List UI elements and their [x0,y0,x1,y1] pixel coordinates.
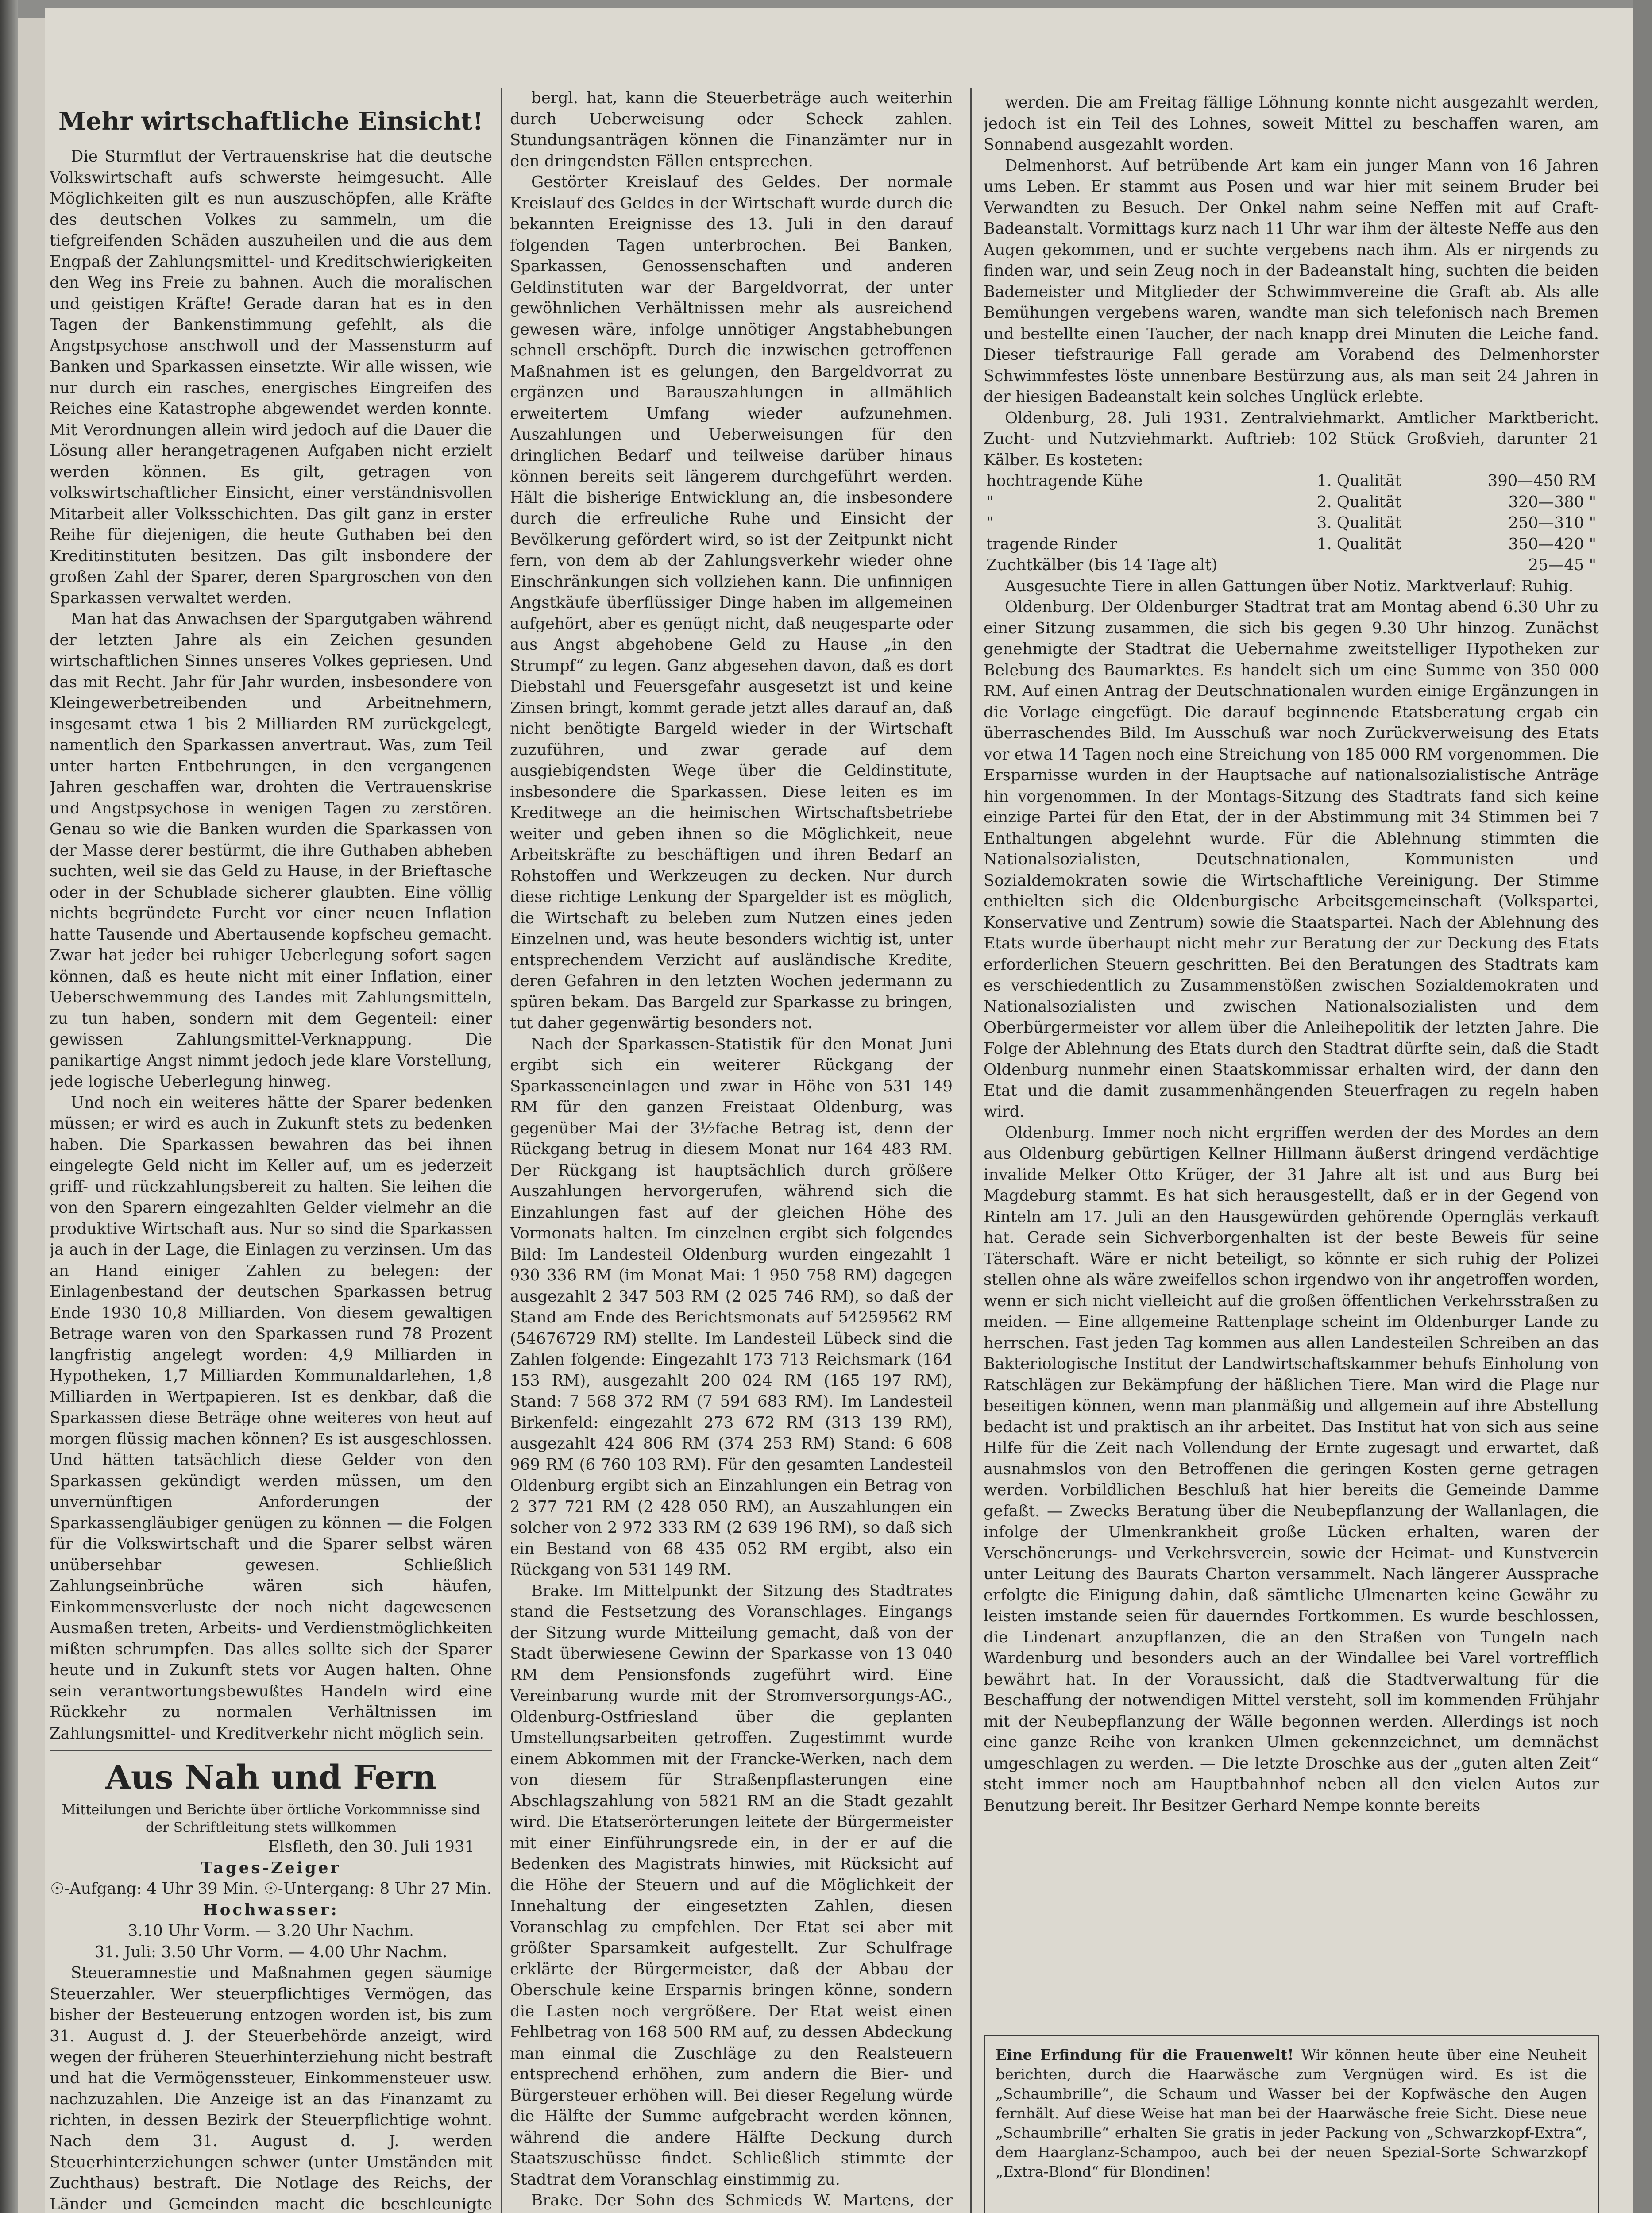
high-water-tomorrow: 31. Juli: 3.50 Uhr Vorm. — 4.00 Uhr Nachm. [94,1943,448,1961]
article-paragraph: werden. Die am Freitag fällige Löhnung konnte nicht ausgezahlt werden, jedoch ist ein Teil des Lohnes, soweit Mittel zu beschaffen waren, am Sonnabend ausgezahlt worden. [984,93,1599,154]
market-cell: 2. Qualität [1316,493,1401,511]
market-cell: " [986,493,994,511]
article-oldenburg-stadtrat: Oldenburg. Der Oldenburger Stadtrat trat am Montag abend 6.30 Uhr zu einer Sitzung zusammen, die sich bis gegen 9.30 Uhr hinzog. Zunächst genehmigte der Stadtrat die Uebernahme zweitstelliger Hypotheken zur Belebung des Baumarktes. Es handelt sich um eine Summe von 350 000 RM. Auf einen Antrag der Deutschnationalen wurden einige Ergänzungen in die Vorlage eingefügt. Die darauf beginnende Etatsberatung ergab ein überraschendes Bild. Im Ausschuß war noch Zurückverweisung des Etats vor etwa 14 Tagen noch eine Streichung von 185 000 RM vorgenommen. Die Ersparnisse wurden in der Hauptsache auf nationalsozialistische Anträge hin vorgenommen. In der Montags-Sitzung des Stadtrats fand sich keine einzige Partei für den Etat, der in der Abstimmung mit 34 Stimmen bei 7 Enthaltungen abgelehnt wurde. Für die Ablehnung stimmten die Nationalsozialisten, Deutschnationalen, Kommunisten und Sozialdemokraten sowie die Wirtschaftliche Vereinigung. Der Stimme enthielten sich die Oldenburgische Arbeitsgemeinschaft (Volkspartei, Konservative und Zentrum) sowie die Staatspartei. Nach der Ablehnung des Etats wurde überhaupt nicht mehr zur Beratung der zur Deckung des Etats erforderlichen Steuern geschritten. Bei den Beratungen des Stadtrats kam es verschiedentlich zu Zusammenstößen zwischen Sozialdemokraten und Nationalsozialisten und zwischen Nationalsozialisten und dem Oberbürgermeister vor allem über die Anleihepolitik der letzten Jahre. Die Folge der Ablehnung des Etats durch den Stadtrat dürfte sein, daß die Stadt Oldenburg nunmehr einen Staatskommissar erhalten wird, der dann den Etat und die damit zusammenhängenden Steuerfragen zu regeln haben wird. [984,598,1599,1121]
market-cell: 250—310 " [1508,514,1596,532]
article-paragraph: Die Sturmflut der Vertrauenskrise hat die deutsche Volkswirtschaft aufs schwerste heimgesucht. Alle Möglichkeiten gilt es nun auszuschöpfen, alle Kräfte des deutschen Volkes zu sammeln, um die tiefgreifenden Schäden auszuheilen und die aus dem Engpaß der Zahlungsmittel- und Kreditschwierigkeiten den Weg ins Freie zu bahnen. Auch die moralischen und geistigen Kräfte! Gerade daran hat es in den Tagen der Bankenstimmung gefehlt, als die Angstpsychose anschwoll und der Massensturm auf Banken und Sparkassen einsetzte. Wir alle wissen, wie nur durch ein rasches, energisches Eingreifen des Reiches eine Katastrophe abgewendet werden konnte. Mit Verordnungen allein wird jedoch auf die Dauer die Lösung aller herangetragenen Aufgaben nicht erzielt werden können. Es gilt, getragen von volkswirtschaftlicher Einsicht, einer verständnisvollen Mitarbeit aller Volksschichten. Das gilt ganz in erster Reihe für diejenigen, die heute Guthaben bei den Kreditinstituten besitzen. Das gilt insbondere der großen Zahl der Sparer, deren Spargroschen von den Sparkassen verwaltet werden. [50,147,492,607]
market-row [984,470,1599,492]
article-oldenburg-vermischtes: Oldenburg. Immer noch nicht ergriffen werden der des Mordes an dem aus Oldenburg gebürtigen Kellner Hillmann äußerst dringend verdächtige invalide Melker Otto Krüger, der 31 Jahre alt ist und aus Burg bei Magdeburg stammt. Es hat sich herausgestellt, daß er in der Gegend von Rinteln am 17. Juli an den Hausgewürden gehörende Operngläs verkauft hat. Gerade sein Sichverborgenhalten ist der beste Beweis für seine Täterschaft. Wäre er nicht beteiligt, so könnte er sich ruhig der Polizei stellen ohne als wäre zweifellos schon irgendwo von ihr angetroffen worden, wenn er sich nicht vielleicht auf die großen öffentlichen Verkehrsstraßen zu meiden. — Eine allgemeine Rattenplage scheint im Oldenburger Lande zu herrschen. Fast jeden Tag kommen aus allen Landesteilen Schreiben an das Bakteriologische Institut der Landwirtschaftskammer behufs Einholung von Ratschlägen zur Bekämpfung der häßlichen Tiere. Man wird die Plage nur beseitigen können, wenn man planmäßig und allgemein auf ihre Abstellung bedacht ist und praktisch an ihr arbeitet. Das Institut hat von sich aus seine Hilfe für die Zeit nach Vollendung der Ernte zugesagt und erwartet, daß ausnahmslos von den Betroffenen die geringen Kosten gerne getragen werden. Vorbildlichen Beschluß hat hier bereits die Gemeinde Damme gefaßt. — Zwecks Beratung über die Neubepflanzung der Wallanlagen, die infolge der Ulmenkrankheit große Lücken erhalten, waren der Verschönerungs- und Verkehrsverein, sowie der Heimat- und Kunstverein unter Leitung des Baurats Charton versammelt. Nach längerer Aussprache erfolgte die Einigung dahin, daß sämtliche Ulmenarten keine Gewähr zu leisten imstande seien für dauerndes Fortkommen. Es wurde beschlossen, die Lindenart anzupflanzen, die an den Straßen von Tungeln nach Wardenburg und besonders auch an der Windallee bei Varel vortrefflich bewährt hat. In der Voraussicht, daß die Stadtverwaltung für die Beschaffung der notwendigen Mittel versteht, soll im kommenden Frühjahr mit der Neubepflanzung der Wälle begonnen werden. Allerdings ist noch eine ganze Reihe von kranken Ulmen gekennzeichnet, um demnächst umgeschlagen zu werden. — Die letzte Droschke aus der „guten alten Zeit“ steht immer noch am Hauptbahnhof neben all den vielen Autos zur Benutzung bereit. Ihr Besitzer Gerhard Nempe konnte bereits [984,1123,1599,1815]
article-paragraph: bergl. hat, kann die Steuerbeträge auch weiterhin durch Ueberweisung oder Scheck zahlen. Stundungsanträgen können die Finanzämter nur in den dringendsten Fällen entsprechen. [510,89,953,170]
article-paragraph: Und noch ein weiteres hätte der Sparer bedenken müssen; er wird es auch in Zukunft stets zu bedenken haben. Die Sparkassen bewahren das bei ihnen eingelegte Geld nicht im Keller auf, um es jederzeit griff- und rückzahlungsbereit zu halten. Sie leihen die von den Sparern eingezahlten Gelder vielmehr an die produktive Wirtschaft aus. Nur so sind die Sparkassen ja auch in der Lage, die Einlagen zu verzinsen. Um das an Hand einiger Zahlen zu belegen: der Einlagenbestand der deutschen Sparkassen betrug Ende 1930 10,8 Milliarden. Von diesem gewaltigen Betrage waren von den Sparkassen rund 78 Prozent langfristig angelegt worden: 4,9 Milliarden in Hypotheken, 1,7 Milliarden Kommunaldarlehen, 1,8 Milliarden in Wertpapieren. Ist es denkbar, daß die Sparkassen diese Beträge ohne weiteres von heut auf morgen flüssig machen können? Es ist ausgeschlossen. Und hätten tatsächlich diese Gelder von den Sparkassen gekündigt werden müssen, um den unvernünftigen Anforderungen der Sparkassengläubiger genügen zu können — die Folgen für die Volkswirtschaft und die Sparer selbst wären unübersehbar gewesen. Schließlich Zahlungseinbrüche wären sich häufen, Einkommensverluste der noch nicht dagewesenen Ausmaßen treten, Arbeits- und Verdienstmöglichkeiten mißten schrumpfen. Das alles sollte sich der Sparer heute und in Zukunft stets vor Augen halten. Ohne sein verantwortungsbewußtes Handeln wird eine Rückkehr zu normalen Verhältnissen im Zahlungsmittel- und Kreditverkehr nicht möglich sein. [50,1093,492,1743]
sun-times: ☉-Aufgang: 4 Uhr 39 Min. ☉-Untergang: 8 Uhr 27 Min. [50,1880,492,1898]
market-cell: Zuchtkälber (bis 14 Tage alt) [986,556,1218,574]
dateline: Elsfleth, den 30. Juli 1931 [268,1838,475,1856]
market-cell: 320—380 " [1508,493,1596,511]
article-delmenhorst-unglueck: Delmenhorst. Auf betrübende Art kam ein junger Mann von 16 Jahren ums Leben. Er stammt aus Posen und war hier mit seinem Bruder bei Verwandten zu Besuch. Der Onkel nahm seine Neffen mit auf Graft-Badeanstalt. Vormittags kurz nach 11 Uhr war ihm der älteste Neffe aus den Augen gekommen, und er suchte vergebens nach ihm. Als er nirgends zu finden war, und sein Zeug noch in der Badeanstalt hing, suchten die beiden Bademeister und Mitglieder der Schwimmvereine die Graft ab. Als alle Bemühungen vergebens waren, wandte man sich telefonisch nach Bremen und bestellte einen Taucher, der nach knapp drei Minuten die Leiche fand. Dieser tiefstraurige Fall gerade am Vorabend des Delmenhorster Schwimmfestes löste unnenbare Bestürzung aus, als man seit 24 Jahren in der hiesigen Badeanstalt kein solches Unglück erlebte. [984,156,1599,406]
advertisement-box [984,2035,1599,2213]
market-row [984,534,1599,555]
market-cell: 390—450 RM [1487,472,1596,490]
article-brake-stadtrat: Brake. Im Mittelpunkt der Sitzung des Stadtrates stand die Festsetzung des Voranschlages. Eingangs der Sitzung wurde Mitteilung gemacht, daß von der Stadt überwiesene Gewinn der Sparkasse von 13 040 RM dem Pensionsfonds zugeführt wird. Eine Vereinbarung wurde mit der Stromversorgungs-AG., Oldenburg-Ostfriesland über die geplanten Umstellungsarbeiten getroffen. Zugestimmt wurde einem Abkommen mit der Francke-Werken, nach dem von diesem für Straßenpflasterungen eine Abschlagszahlung von 5821 RM an die Stadt gezahlt wird. Die Etatserörterungen leitete der Bürgermeister mit einer Einführungsrede ein, in der er auf die Bedenken des Magistrats hinwies, mit Rücksicht auf die Höhe der Steuern und auf die Möglichkeit der Innehaltung der eingesetzten Zahlen, diesen Voranschlag zu empfehlen. Der Etat sei aber mit größter Sparsamkeit aufgestellt. Zur Schulfrage erklärte der Bürgermeister, daß der Abbau der Oberschule keine Ersparnis bringen könne, sondern die Lasten noch vergrößere. Der Etat weist einen Fehlbetrag von 168 500 RM auf, zu dessen Abdeckung man einmal die Zuschläge zu den Realsteuern entsprechend erhöhen, zum andern die Bier- und Bürgersteuer erhöhen will. Bei dieser Regelung würde die Hälfte der Summe aufgebracht werden können, während die andere Hälfte Deckung durch Staatszuschüsse findet. Schließlich stimmte der Stadtrat dem Voranschlag einstimmig zu. [510,1581,953,2189]
market-cell: tragende Rinder [986,535,1117,553]
column-1 [50,101,492,2213]
article-brake-ertrunken: Brake. Der Sohn des Schmieds W. Martens, der [531,2191,953,2209]
previous-page-edge [18,18,45,2213]
article-geldkreislauf: Gestörter Kreislauf des Geldes. Der normale Kreislauf des Geldes in der Wirtschaft wurde durch die bekannten Ereignisse des 13. Juli in den darauf folgenden Tagen unterbrochen. Bei Banken, Sparkassen, Genossenschaften und anderen Geldinstituten war der Bargeldvorrat, der unter gewöhnlichen Verhältnissen mehr als ausreichend gewesen wäre, infolge unnötiger Angstabhebungen schnell erschöpft. Durch die inzwischen getroffenen Maßnahmen ist es gelungen, den Bargeldvorrat zu ergänzen und Barauszahlungen in allmählich erweitertem Umfang wieder aufzunehmen. Auszahlungen und Ueberweisungen für den dringlichen Bedarf und teilweise darüber hinaus können bereits seit längerem durchgeführt werden. Hält die bisherige Entwicklung an, die insbesondere durch die erfreuliche Ruhe und Einsicht der Bevölkerung gefördert wird, so ist der Zeitpunkt nicht fern, von dem ab der Zahlungsverkehr wieder ohne Einschränkungen sich vollziehen kann. Die unfinnigen Angstkäufe überflüssiger Dinge haben im allgemeinen aufgehört, aber es genügt nicht, daß neugesparte oder aus Angst abgehobene Geld zu Hause „in den Strumpf“ zu legen. Ganz abgesehen davon, daß es dort Diebstahl und Feuersgefahr ausgesetzt ist und keine Zinsen bringt, kommt gerade jetzt alles darauf an, daß nicht benötigte Bargeld wieder in der Wirtschaft zuzuführen, und zwar gerade auf dem ausgiebigendsten Wege über die Geldinstitute, insbesondere die Sparkassen. Diese leiten es im Kreditwege an die heimischen Wirtschaftsbetriebe weiter und geben ihnen so die Möglichkeit, neue Arbeitskräfte zu beschäftigen und ihren Bedarf an Rohstoffen und Werkzeugen zu decken. Nur durch diese richtige Lenkung der Spargelder ist es möglich, die Wirtschaft zu beleben zum Nutzen eines jeden Einzelnen und, was heute besonders wichtig ist, unter entsprechendem Verzicht auf ausländische Kredite, deren Gefahren in den letzten Wochen jedermann zu spüren bekam. Das Bargeld zur Sparkasse zu bringen, tut daher gegenwärtig besonders not. [510,173,953,1032]
market-price-table [984,470,1599,576]
tageszeiger-title: Tages-Zeiger [201,1858,341,1877]
market-cell: 3. Qualität [1316,514,1401,532]
binding-shadow [0,0,18,2213]
column-rule [501,88,502,2213]
market-cell: 25—45 " [1528,556,1596,574]
advertisement-title: Eine Erfindung für die Frauenwelt! [996,2046,1294,2063]
article-steueramnestie: Steueramnestie und Maßnahmen gegen säumige Steuerzahler. Wer steuerpflichtiges Vermögen, das bisher der Besteuerung entzogen worden ist, bis zum 31. August d. J. der Steuerbehörde anzeigt, wird wegen der früheren Steuerhinterziehung nicht bestraft und hat die Vermögenssteuer, Einkommensteuer usw. nachzuzahlen. Die Anzeige ist an das Finanzamt zu richten, in dessen Bezirk der Steuerpflichtige wohnt. Nach dem 31. August d. J. werden Steuerhinterziehungen schwer (unter Umständen mit Zuchthaus) bestraft. Die Notlage des Reichs, der Länder und Gemeinden macht die beschleunigte [50,1964,492,2213]
section-note: Mitteilungen und Berichte über örtliche Vorkommnisse sind der Schriftleitung stets willkommen [62,1802,480,1835]
section-divider [50,1750,492,1751]
headline-wirtschaftliche-einsicht: Mehr wirtschaftliche Einsicht! [58,107,483,136]
column-rule [970,88,972,2213]
newspaper-page [45,8,1633,2213]
column-2 [510,88,953,2213]
market-row [984,555,1599,576]
market-cell: 1. Qualität [1316,535,1401,553]
high-water-today: 3.10 Uhr Vorm. — 3.20 Uhr Nachm. [127,1922,414,1940]
article-sparkassen-statistik: Nach der Sparkassen-Statistik für den Monat Juni ergibt sich ein weiterer Rückgang der Sparkasseneinlagen und zwar in Höhe von 531 149 RM für den ganzen Freistaat Oldenburg, was gegenüber Mai der 3½fache Betrag ist, denn der Rückgang betrug in diesem Monat nur 164 483 RM. Der Rückgang ist hauptsächlich durch größere Auszahlungen hervorgerufen, während sich die Einzahlungen fast auf der gleichen Höhe des Vormonats halten. Im einzelnen ergibt sich folgendes Bild: Im Landesteil Oldenburg wurden eingezahlt 1 930 336 RM (im Monat Mai: 1 950 758 RM) dagegen ausgezahlt 2 347 503 RM (2 025 746 RM), so daß der Stand am Ende des Berichtsmonats auf 54259562 RM (54676729 RM) stellte. Im Landesteil Lübeck sind die Zahlen folgende: Eingezahlt 173 713 Reichsmark (164 153 RM), ausgezahlt 200 024 RM (165 197 RM), Stand: 7 568 372 RM (7 594 683 RM). Im Landesteil Birkenfeld: eingezahlt 273 672 RM (313 139 RM), ausgezahlt 424 806 RM (374 253 RM) Stand: 6 608 969 RM (6 760 103 RM). Für den gesamten Landesteil Oldenburg ergibt sich an Einzahlungen ein Betrag von 2 377 721 RM (2 428 050 RM), an Auszahlungen ein solcher von 2 972 333 RM (2 639 196 RM), so daß sich ein Bestand von 68 435 052 RM ergibt, also ein Rückgang von 531 149 RM. [510,1035,953,1579]
market-cell: 1. Qualität [1316,472,1401,490]
market-cell: " [986,514,994,532]
market-row [984,513,1599,534]
hochwasser-title: Hochwasser: [203,1901,339,1919]
market-row [984,492,1599,513]
market-cell: hochtragende Kühe [986,472,1143,490]
market-cell: 350—420 " [1508,535,1596,553]
column-3 [984,92,1599,2022]
section-title-aus-nah-und-fern: Aus Nah und Fern [105,1758,436,1797]
scan-right-edge [1633,0,1652,2213]
market-report-foot: Ausgesuchte Tiere in allen Gattungen über Notiz. Marktverlauf: Ruhig. [1005,577,1574,595]
advertisement-text: Wir können heute über eine Neuheit berichten, durch die Haarwäsche zum Vergnügen wird. Es ist die „Schaumbrille“, die Schaum und Wasser bei der Kopfwäsche den Augen fernhält. Auf diese Weise hat man bei der Haarwäsche freie Sicht. Diese neue „Schaumbrille“ erhalten Sie gratis in jeder Packung von „Schwarzkopf-Extra“, dem Haarglanz-Schampoo, auch bei der neuen Spezial-Sorte Schwarzkopf „Extra-Blond“ für Blondinen! [996,2046,1587,2180]
article-paragraph: Man hat das Anwachsen der Spargutgaben während der letzten Jahre als ein Zeichen gesunden wirtschaftlichen Sinnes unseres Volkes gepriesen. Und das mit Recht. Jahr für Jahr wurden, insbesondere von Kleingewerbetreibenden und Arbeitnehmern, insgesamt etwa 1 bis 2 Milliarden RM zurückgelegt, namentlich den Sparkassen anvertraut. Was, zum Teil unter harten Entbehrungen, in den vergangenen Jahren geschaffen war, drohten die Vertrauenskrise und Angstpsychose in wenigen Tagen zu zerstören. Genau so wie die Banken wurden die Sparkassen von der Masse derer bestürmt, die ihre Guthaben abheben suchten, weil sie das Geld zu Hause, in der Brieftasche oder in der Schublade sicherer glaubten. Eine völlig nichts begründete Furcht vor einer neuen Inflation hatte Tausende und Abertausende kopfscheu gemacht. Zwar hat jeder bei ruhiger Ueberlegung sofort sagen können, daß es heute nicht mit einer Inflation, einer Ueberschwemmung des Landes mit Zahlungsmitteln, zu tun haben, sondern mit dem Gegenteil: einer gewissen Zahlungsmittel-Verknappung. Die panikartige Angst nimmt jedoch jede klare Vorstellung, jede logische Ueberlegung hinweg. [50,610,492,1091]
market-report-head: Oldenburg, 28. Juli 1931. Zentralviehmarkt. Amtlicher Marktbericht. Zucht- und Nutzviehmarkt. Auftrieb: 102 Stück Großvieh, darunter 21 Kälber. Es kosteten: [984,409,1599,469]
market-cell [1314,555,1440,576]
